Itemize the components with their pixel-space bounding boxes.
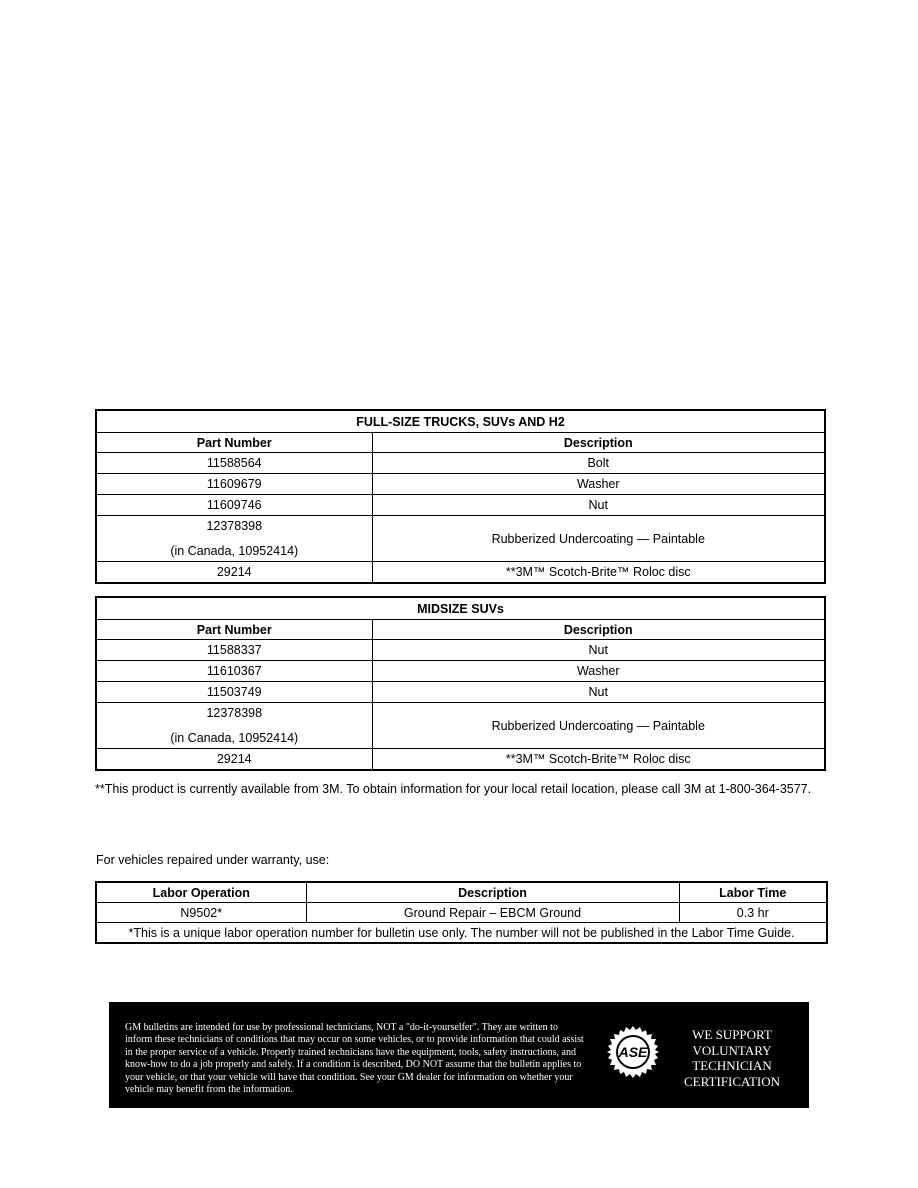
labor-note: *This is a unique labor operation number for bulletin use only. The number will not be published in the Labor Time Guide. (96, 923, 827, 944)
part-number-cell: 11610367 (96, 661, 372, 682)
table-row (96, 516, 825, 562)
table-title: FULL-SIZE TRUCKS, SUVs AND H2 (96, 410, 825, 433)
disclaimer-line: inform these technicians of conditions that may occur on some vehicles, or to provide information that could assist (125, 1034, 584, 1046)
description-cell: Rubberized Undercoating — Paintable (372, 516, 825, 562)
description-cell: Nut (372, 495, 825, 516)
support-line: VOLUNTARY (692, 1042, 772, 1058)
column-header-labor-operation: Labor Operation (96, 882, 306, 903)
part-number: 12378398 (206, 706, 263, 720)
part-number-cell (96, 703, 372, 749)
table-row (96, 562, 825, 584)
part-number-canada: (in Canada, 10952414) (170, 731, 299, 745)
table-row (96, 474, 825, 495)
part-number-cell: 29214 (96, 749, 372, 771)
part-number-cell: 11588564 (96, 453, 372, 474)
footer-banner (109, 1002, 809, 1108)
column-header-description: Description (372, 433, 825, 453)
table-row (96, 903, 827, 923)
table-row (96, 640, 825, 661)
part-number-cell (96, 516, 372, 562)
description-cell: Washer (372, 474, 825, 495)
column-header-labor-time: Labor Time (679, 882, 827, 903)
labor-time-cell: 0.3 hr (679, 903, 827, 923)
disclaimer-line: know-how to do a job properly and safely. If a condition is described, DO NOT assume that the bulletin applies to (125, 1059, 582, 1071)
part-number-cell: 11503749 (96, 682, 372, 703)
description-cell: **3M™ Scotch-Brite™ Roloc disc (372, 749, 825, 771)
disclaimer-line: vehicle may benefit from the information. (125, 1084, 293, 1096)
description-cell: Nut (372, 682, 825, 703)
part-number-cell: 11609679 (96, 474, 372, 495)
part-number: 12378398 (206, 519, 263, 533)
part-number-cell: 11588337 (96, 640, 372, 661)
table-row (96, 495, 825, 516)
part-number-cell: 29214 (96, 562, 372, 584)
table-row (96, 682, 825, 703)
support-line: CERTIFICATION (684, 1073, 780, 1089)
table-row (96, 703, 825, 749)
table-row (96, 661, 825, 682)
description-cell: Bolt (372, 453, 825, 474)
support-line: TECHNICIAN (692, 1058, 772, 1073)
description-cell: Nut (372, 640, 825, 661)
description-cell: Washer (372, 661, 825, 682)
labor-table (95, 881, 828, 944)
disclaimer-line: in the proper service of a vehicle. Properly trained technicians have the equipment, tools, safety instructions, and (125, 1046, 576, 1058)
seal-text: ASE (618, 1044, 648, 1060)
disclaimer-line: GM bulletins are intended for use by professional technicians, NOT a "do-it-yourselfer". They are written to (125, 1022, 558, 1033)
table-row (96, 453, 825, 474)
description-cell: Ground Repair – EBCM Ground (306, 903, 679, 923)
column-header-description: Description (372, 620, 825, 640)
column-header-part-number: Part Number (96, 433, 372, 453)
certification-text (669, 1027, 795, 1089)
disclaimer-line: your vehicle, or that your vehicle will have that condition. See your GM dealer for information on whether your (125, 1071, 573, 1083)
column-header-description: Description (306, 882, 679, 903)
fullsize-parts-table (95, 409, 826, 584)
table-row (96, 749, 825, 771)
table-note-row (96, 923, 827, 944)
description-cell: Rubberized Undercoating — Paintable (372, 703, 825, 749)
column-header-part-number: Part Number (96, 620, 372, 640)
ase-seal-icon (607, 1026, 659, 1078)
part-number-cell: 11609746 (96, 495, 372, 516)
table-title: MIDSIZE SUVs (96, 597, 825, 620)
support-line: WE SUPPORT (692, 1027, 772, 1042)
midsize-parts-table (95, 596, 826, 771)
disclaimer-text (125, 1022, 605, 1096)
part-number-canada: (in Canada, 10952414) (170, 544, 299, 558)
description-cell: **3M™ Scotch-Brite™ Roloc disc (372, 562, 825, 584)
warranty-intro: For vehicles repaired under warranty, use: (96, 853, 330, 867)
labor-operation-cell: N9502* (96, 903, 306, 923)
footnote: **This product is currently available from 3M. To obtain information for your local retail location, please call 3M at 1-800-364-3577. (95, 782, 812, 796)
